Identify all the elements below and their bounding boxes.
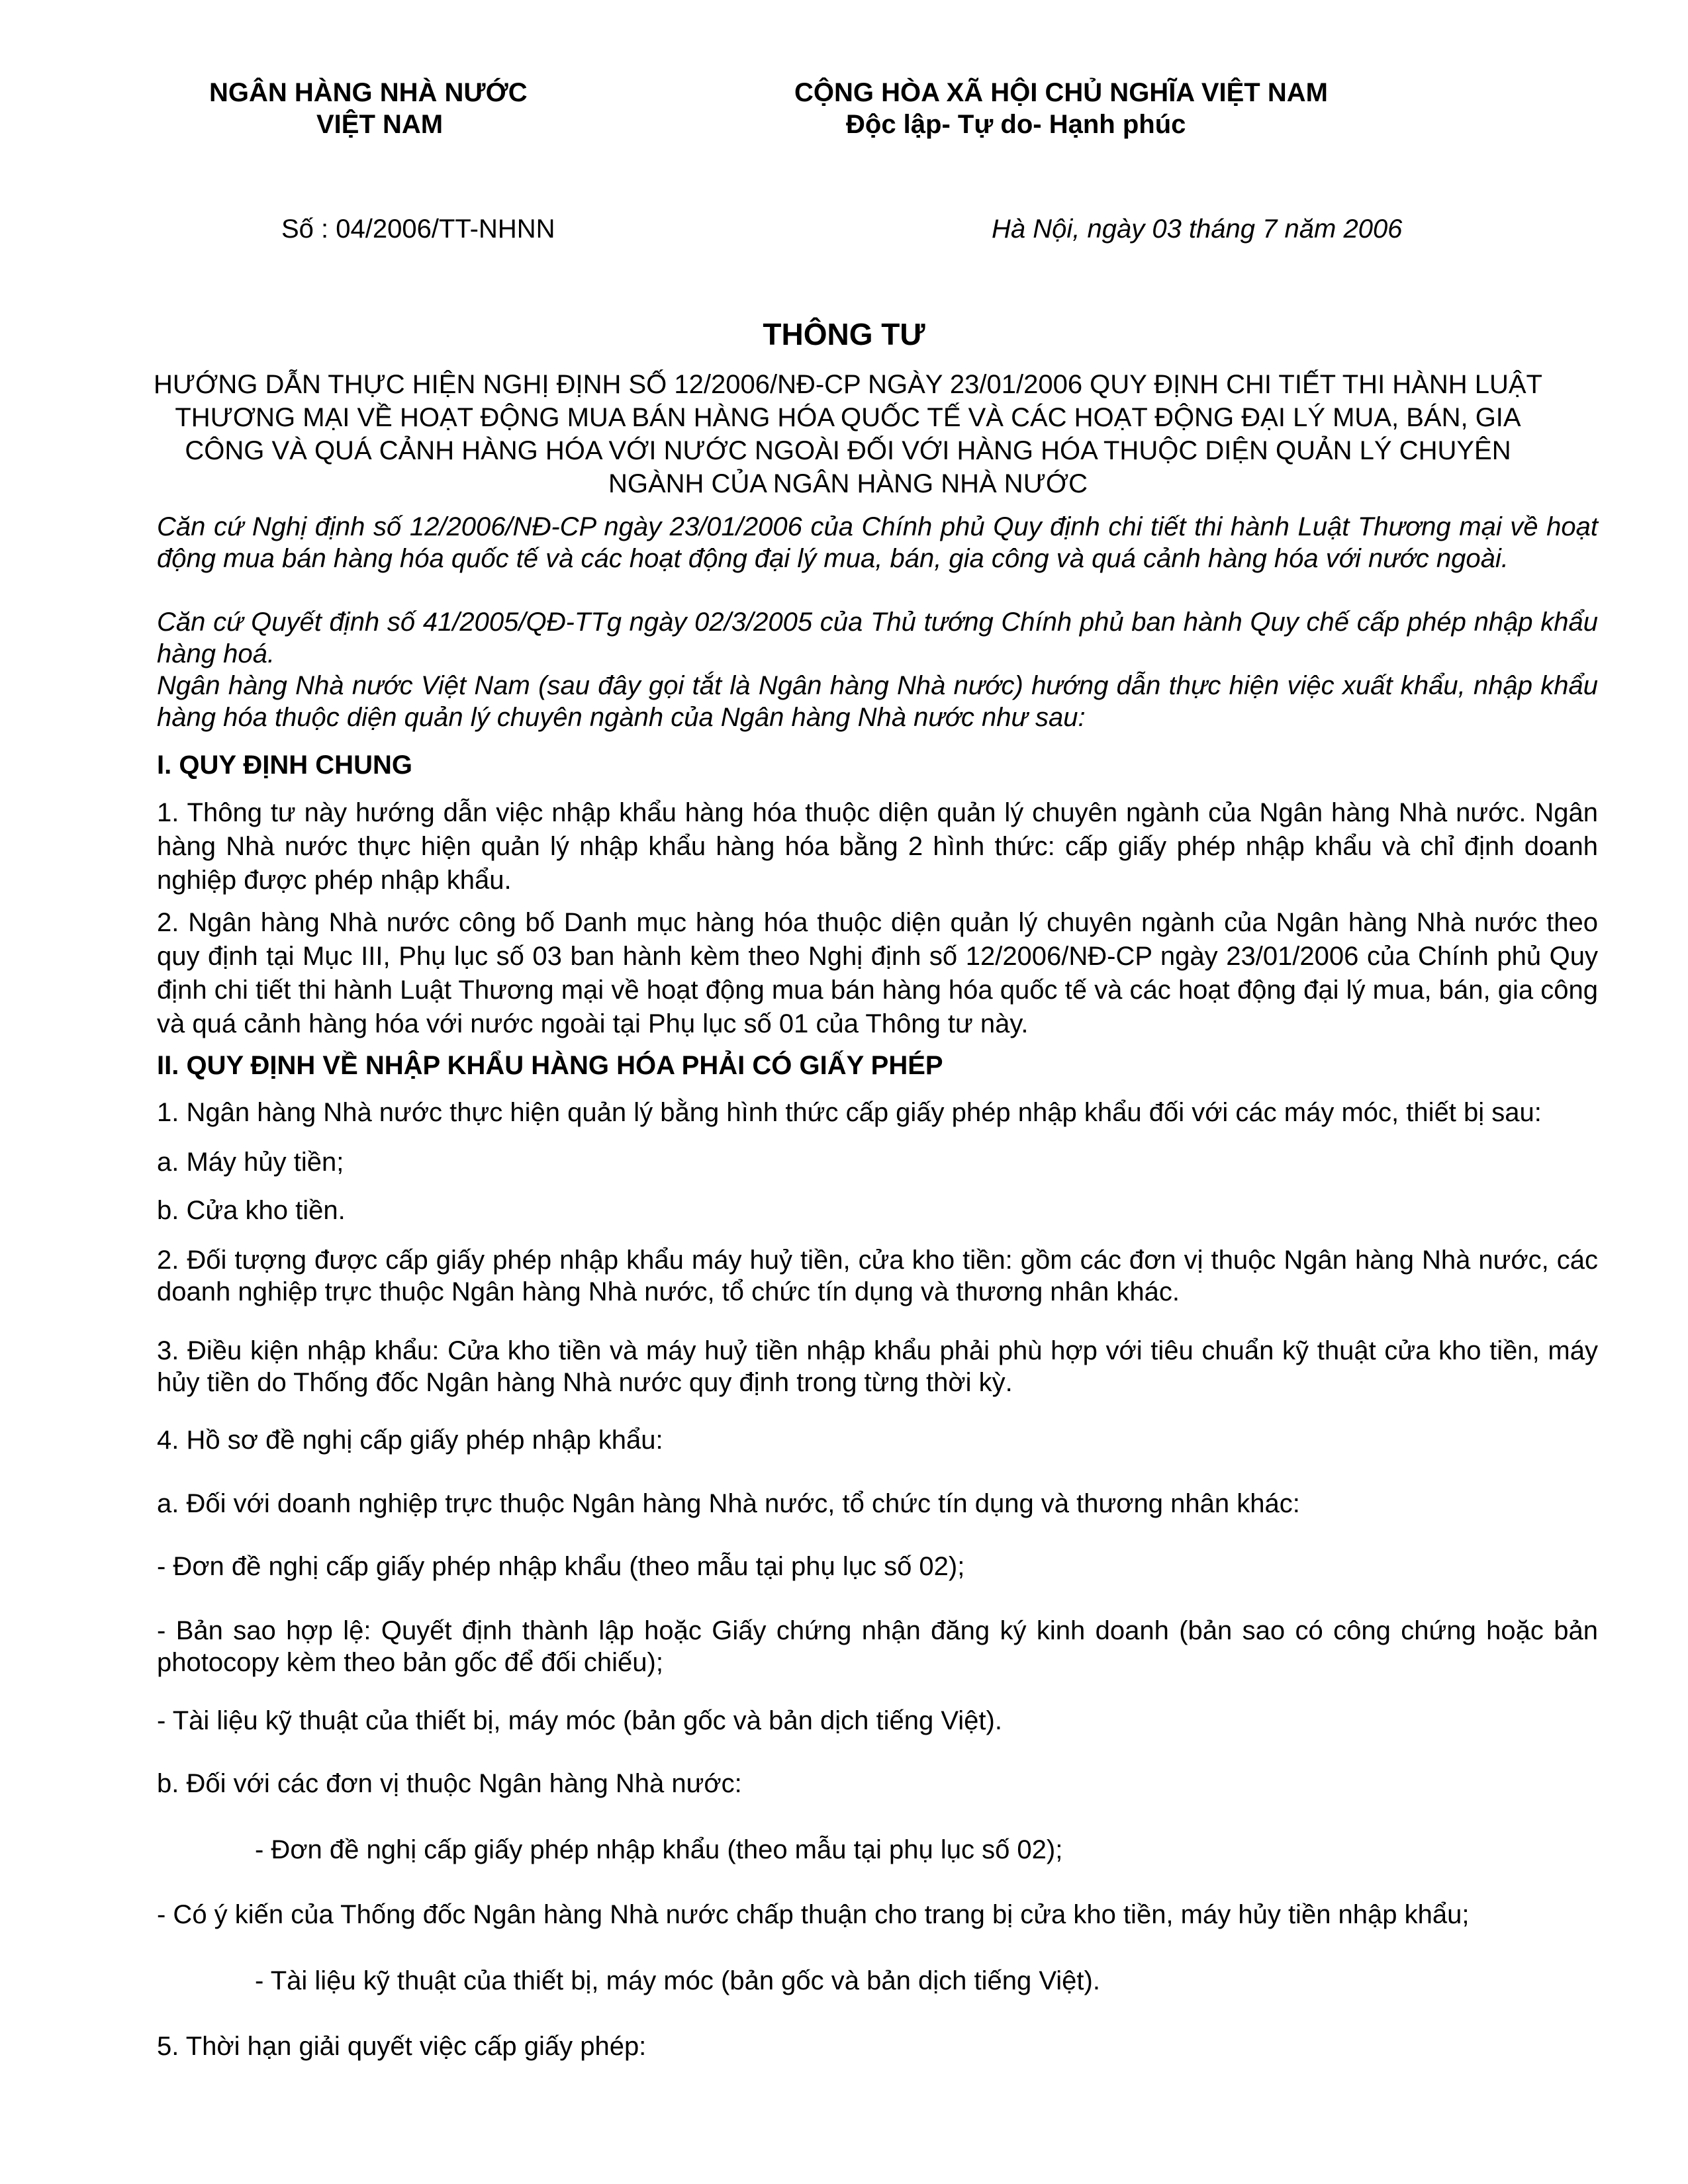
licensing-clause-2: 2. Đối tượng được cấp giấy phép nhập khẩu máy huỷ tiền, cửa kho tiền: gồm các đơn vị thuộc Ngân hàng Nhà nước, các doanh nghiệp trực thuộc Ngân hàng Nhà nước, tổ chức tín dụng và thương nhân khác. — [157, 1246, 1598, 1306]
licensing-item-4b-1: - Đơn đề nghị cấp giấy phép nhập khẩu (theo mẫu tại phụ lục số 02); — [255, 1835, 1063, 1864]
preamble-decision: Căn cứ Quyết định số 41/2005/QĐ-TTg ngày 02/3/2005 của Thủ tướng Chính phủ ban hành Quy chế cấp phép nhập khẩu hàng hoá. — [157, 608, 1598, 668]
licensing-item-4a: a. Đối với doanh nghiệp trực thuộc Ngân hàng Nhà nước, tổ chức tín dụng và thương nhân khác: — [157, 1489, 1300, 1518]
licensing-item-4b: b. Đối với các đơn vị thuộc Ngân hàng Nhà nước: — [157, 1769, 742, 1798]
document-subtitle — [143, 368, 1553, 500]
licensing-item-4a-1: - Đơn đề nghị cấp giấy phép nhập khẩu (theo mẫu tại phụ lục số 02); — [157, 1552, 965, 1581]
issuing-agency-line2: VIỆT NAM — [316, 110, 444, 139]
licensing-item-4a-3: - Tài liệu kỹ thuật của thiết bị, máy móc (bản gốc và bản dịch tiếng Việt). — [157, 1706, 1002, 1735]
preamble-decree: Căn cứ Nghị định số 12/2006/NĐ-CP ngày 23/01/2006 của Chính phủ Quy định chi tiết thi hành Luật Thương mại về hoạt động mua bán hàng hóa quốc tế và các hoạt động đại lý mua, bán, gia công và quá cảnh hàng hóa với nước ngoài. — [157, 512, 1598, 573]
licensing-clause-1: 1. Ngân hàng Nhà nước thực hiện quản lý bằng hình thức cấp giấy phép nhập khẩu đối với các máy móc, thiết bị sau: — [157, 1098, 1542, 1127]
national-title: CỘNG HÒA XÃ HỘI CHỦ NGHĨA VIỆT NAM — [794, 78, 1328, 107]
document-number: Số : 04/2006/TT-NHNN — [281, 214, 555, 244]
section-heading-general: I. QUY ĐỊNH CHUNG — [157, 751, 412, 780]
issuing-agency-line1: NGÂN HÀNG NHÀ NƯỚC — [209, 78, 528, 107]
licensing-clause-5: 5. Thời hạn giải quyết việc cấp giấy phép: — [157, 2032, 647, 2061]
subtitle-line: NGÀNH CỦA NGÂN HÀNG NHÀ NƯỚC — [608, 469, 1088, 498]
licensing-item-4a-2: - Bản sao hợp lệ: Quyết định thành lập hoặc Giấy chứng nhận đăng ký kinh doanh (bản sao có công chứng hoặc bản photocopy kèm theo bản gốc để đối chiếu); — [157, 1616, 1598, 1677]
licensing-item-1b: b. Cửa kho tiền. — [157, 1196, 346, 1225]
licensing-item-4b-3: - Tài liệu kỹ thuật của thiết bị, máy móc (bản gốc và bản dịch tiếng Việt). — [255, 1966, 1100, 1995]
subtitle-line: CÔNG VÀ QUÁ CẢNH HÀNG HÓA VỚI NƯỚC NGOÀI ĐỐI VỚI HÀNG HÓA THUỘC DIỆN QUẢN LÝ CHUYÊN — [185, 436, 1511, 465]
section-heading-licensing: II. QUY ĐỊNH VỀ NHẬP KHẨU HÀNG HÓA PHẢI CÓ GIẤY PHÉP — [157, 1051, 943, 1080]
licensing-clause-3: 3. Điều kiện nhập khẩu: Cửa kho tiền và máy huỷ tiền nhập khẩu phải phù hợp với tiêu chuẩn kỹ thuật cửa kho tiền, máy hủy tiền do Thống đốc Ngân hàng Nhà nước quy định trong từng thời kỳ. — [157, 1336, 1598, 1397]
subtitle-line: HƯỚNG DẪN THỰC HIỆN NGHỊ ĐỊNH SỐ 12/2006/NĐ-CP NGÀY 23/01/2006 QUY ĐỊNH CHI TIẾT THI HÀNH LUẬT — [154, 370, 1542, 399]
document-date: Hà Nội, ngày 03 tháng 7 năm 2006 — [992, 214, 1403, 244]
national-motto: Độc lập- Tự do- Hạnh phúc — [846, 110, 1186, 139]
general-clause-1: 1. Thông tư này hướng dẫn việc nhập khẩu hàng hóa thuộc diện quản lý chuyên ngành của Ngân hàng Nhà nước. Ngân hàng Nhà nước thực hiện quản lý nhập khẩu hàng hóa bằng 2 hình thức: cấp giấy phép nhập khẩu và chỉ định doanh nghiệp được phép nhập khẩu. — [157, 798, 1598, 895]
licensing-clause-4: 4. Hồ sơ đề nghị cấp giấy phép nhập khẩu: — [157, 1426, 663, 1455]
licensing-item-4b-2: - Có ý kiến của Thống đốc Ngân hàng Nhà nước chấp thuận cho trang bị cửa kho tiền, máy hủy tiền nhập khẩu; — [157, 1900, 1470, 1929]
general-clause-2: 2. Ngân hàng Nhà nước công bố Danh mục hàng hóa thuộc diện quản lý chuyên ngành của Ngân hàng Nhà nước theo quy định tại Mục III, Phụ lục số 03 ban hành kèm theo Nghị định số 12/2006/NĐ-CP ngày 23/01/2006 của Chính phủ Quy định chi tiết thi hành Luật Thương mại về hoạt động mua bán hàng hóa quốc tế và các hoạt động đại lý mua, bán, gia công và quá cảnh hàng hóa với nước ngoài tại Phụ lục số 01 của Thông tư này. — [157, 908, 1598, 1038]
document-title: THÔNG TƯ — [763, 317, 925, 351]
preamble-guidance: Ngân hàng Nhà nước Việt Nam (sau đây gọi tắt là Ngân hàng Nhà nước) hướng dẫn thực hiện việc xuất khẩu, nhập khẩu hàng hóa thuộc diện quản lý chuyên ngành của Ngân hàng Nhà nước như sau: — [157, 671, 1598, 732]
licensing-item-1a: a. Máy hủy tiền; — [157, 1148, 344, 1177]
subtitle-line: THƯƠNG MẠI VỀ HOẠT ĐỘNG MUA BÁN HÀNG HÓA QUỐC TẾ VÀ CÁC HOẠT ĐỘNG ĐẠI LÝ MUA, BÁN, GIA — [175, 403, 1521, 432]
